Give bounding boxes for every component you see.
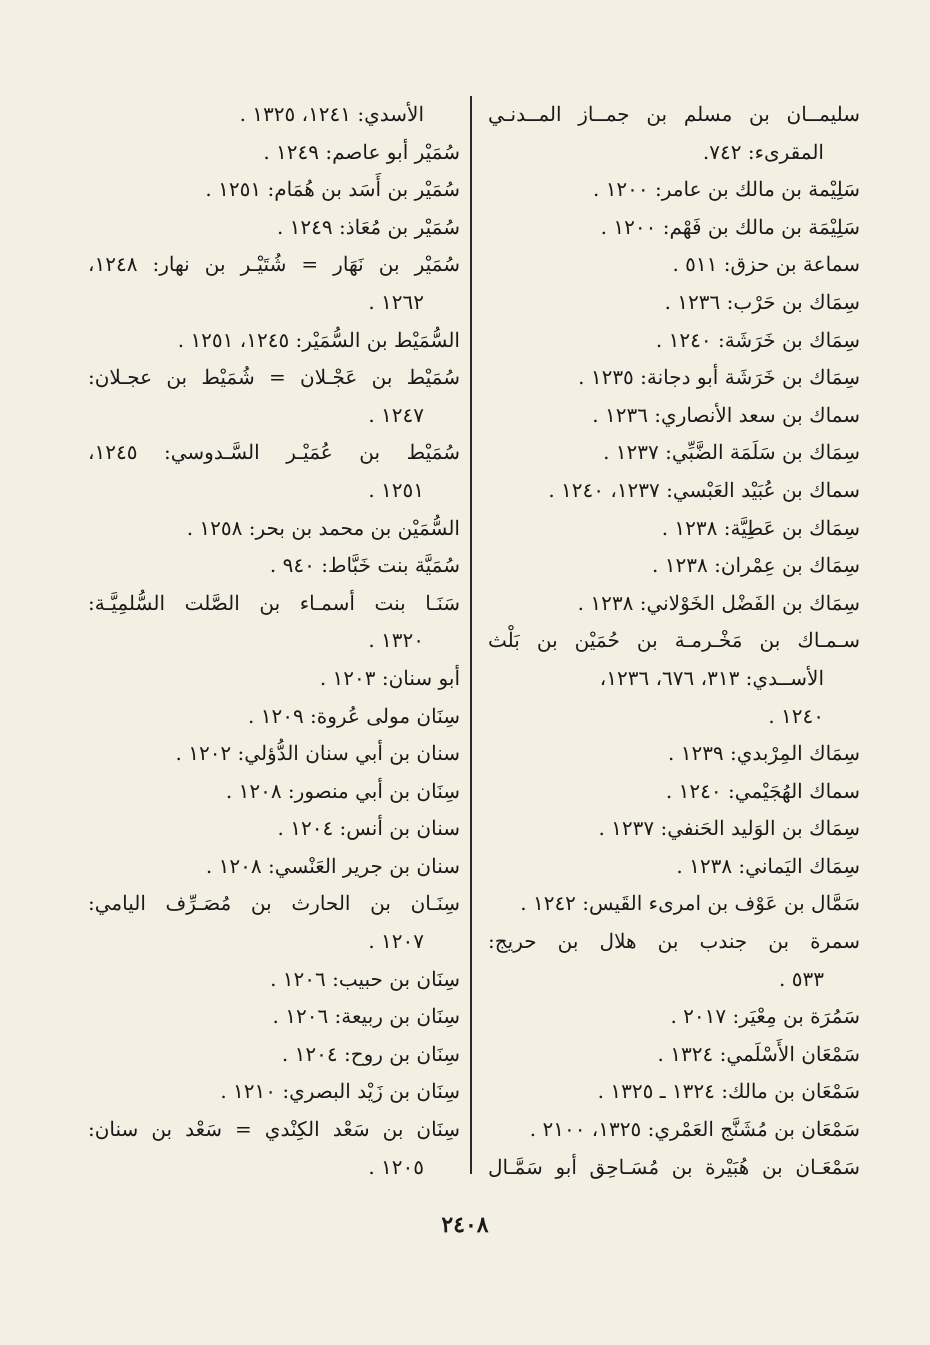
index-entry: سليمــان بن مسلم بن جمــاز المــدنـي	[488, 102, 860, 126]
index-entry: سِنَان بن أبي منصور: ١٢٠٨ .	[225, 778, 460, 803]
index-entry: سَمُرَة بن مِعْيَر: ٢٠١٧ .	[670, 1004, 860, 1029]
index-entry: سُمَيْط بن عَجْـلان = شُمَيْط بن عجـلان:	[88, 365, 460, 390]
index-entry: سماك الهُجَيْمي: ١٢٤٠ .	[665, 778, 860, 803]
index-entry: سِنَان بن حبيب: ١٢٠٦ .	[270, 966, 460, 991]
index-entry: سَمَّال بن عَوْف بن امرىء القَيس: ١٢٤٢ .	[520, 891, 860, 916]
index-entry-continuation: المقرىء: ٧٤٢.	[702, 139, 824, 164]
index-entry-continuation: ١٢٠٧ .	[368, 929, 424, 954]
index-entry: سُمَيْط بن عُمَيْـر السَّـدوسي: ١٢٤٥،	[88, 440, 460, 465]
index-entry: سَمْعَـان بن هُبَيْرة بن مُسَـاحِق أبو سَمَّـال	[488, 1154, 860, 1179]
index-entry: سنان بن أنس: ١٢٠٤ .	[277, 816, 460, 841]
index-entry: سِمَاك بن خَرَشَة: ١٢٤٠ .	[655, 327, 860, 352]
index-entry-continuation: الأســدي: ٣١٣، ٦٧٦، ١٢٣٦،	[599, 665, 824, 690]
index-entry: سمرة بن جندب بن هلال بن حريج:	[488, 929, 860, 954]
index-entry: سِمَاك بن الوَليد الحَنفي: ١٢٣٧ .	[598, 816, 860, 841]
index-entry: سَمْعَان بن مُشَنَّج العَمْري: ١٣٢٥، ٢١٠٠ .	[529, 1117, 860, 1142]
column-divider	[470, 96, 472, 1174]
index-entry: سِنَان بن زَيْد البصري: ١٢١٠ .	[220, 1079, 460, 1104]
page-number: ٢٤٠٨	[441, 1212, 489, 1238]
index-entry: سـمـاك بن مَخْـرمـة بن حُمَيْن بن بَلْث	[488, 628, 860, 653]
index-column-right	[488, 96, 860, 1186]
index-entry: سَلِيْمَة بن مالك بن فَهْم: ١٢٠٠ .	[600, 214, 860, 239]
index-entry: سُمَيْر بن نَهَار = شُتَيْـر بن نهار: ١٢٤٨،	[88, 252, 460, 277]
index-entry: سِمَاك بن الفَضْل الخَوْلاني: ١٢٣٨ .	[577, 590, 860, 615]
index-entry: سُمَيْر بن أَسَد بن هُمَام: ١٢٥١ .	[205, 177, 460, 202]
index-entry-continuation: ١٢٠٥ .	[368, 1154, 424, 1179]
index-entry: سَمْعَان بن مالك: ١٣٢٤ ـ ١٣٢٥ .	[597, 1079, 860, 1104]
index-entry: سِمَاك بن خَرَشَة أبو دجانة: ١٢٣٥ .	[578, 365, 860, 390]
index-entry: سِمَاك بن حَرْب: ١٢٣٦ .	[664, 289, 860, 314]
index-entry-continuation: ١٢٤٠ .	[768, 703, 824, 728]
index-entry: سُمَيْر بن مُعَاذ: ١٢٤٩ .	[276, 214, 460, 239]
index-entry: سَنَـا بنت أسمـاء بن الصَّلت السُّلمِيَّـة:	[88, 590, 460, 615]
index-entry: السُّمَيْط بن السُّمَيْر: ١٢٤٥، ١٢٥١ .	[177, 327, 460, 352]
index-entry-continuation: ٥٣٣ .	[779, 966, 824, 991]
index-entry: سماعة بن حزق: ٥١١ .	[672, 252, 860, 277]
index-entry: سِمَاك المِرْبدي: ١٢٣٩ .	[667, 741, 860, 766]
index-entry: سماك بن سعد الأنصاري: ١٢٣٦ .	[592, 402, 860, 427]
index-entry: سَمْعَان الأَسْلَمي: ١٣٢٤ .	[657, 1041, 860, 1066]
index-entry: سِنَان بن سَعْد الكِنْدي = سَعْد بن سنان:	[88, 1117, 460, 1142]
index-entry: سُمَيَّة بنت خَبَّاط: ٩٤٠ .	[269, 553, 460, 578]
index-entry: سُمَيْر أبو عاصم: ١٢٤٩ .	[263, 139, 460, 164]
index-entry: سنان بن جرير العَنْسي: ١٢٠٨ .	[205, 853, 460, 878]
index-entry-continuation: الأسدي: ١٢٤١، ١٣٢٥ .	[239, 102, 424, 126]
index-column-left	[88, 96, 460, 1186]
index-entry-continuation: ١٢٤٧ .	[368, 402, 424, 427]
index-entry: سِمَاك اليَماني: ١٢٣٨ .	[676, 853, 860, 878]
index-entry-continuation: ١٢٥١ .	[368, 477, 424, 502]
index-entry: سِنَان بن ربيعة: ١٢٠٦ .	[272, 1004, 460, 1029]
index-entry: سِنَان مولى عُروة: ١٢٠٩ .	[248, 703, 460, 728]
index-entry: سنان بن أبي سنان الدُّؤلي: ١٢٠٢ .	[175, 741, 460, 766]
index-entry: سِمَاك بن سَلَمَة الضَّبِّي: ١٢٣٧ .	[603, 440, 860, 465]
index-entry-continuation: ١٣٢٠ .	[368, 628, 424, 653]
index-entry: سِنَـان بن الحارث بن مُصَـرِّف اليامي:	[88, 891, 460, 916]
index-entry: سماك بن عُبَيْد العَبْسي: ١٢٣٧، ١٢٤٠ .	[548, 477, 860, 502]
index-entry: سِمَاك بن عِمْران: ١٢٣٨ .	[652, 553, 860, 578]
index-entry: سَلِيْمة بن مالك بن عامر: ١٢٠٠ .	[592, 177, 860, 202]
index-entry: سِنَان بن روح: ١٢٠٤ .	[281, 1041, 460, 1066]
index-entry-continuation: ١٢٦٢ .	[368, 289, 424, 314]
index-entry: سِمَاك بن عَطِيَّة: ١٢٣٨ .	[661, 515, 860, 540]
index-entry: أبو سنان: ١٢٠٣ .	[319, 665, 460, 690]
index-entry: السُّمَيْن بن محمد بن بحر: ١٢٥٨ .	[186, 515, 460, 540]
